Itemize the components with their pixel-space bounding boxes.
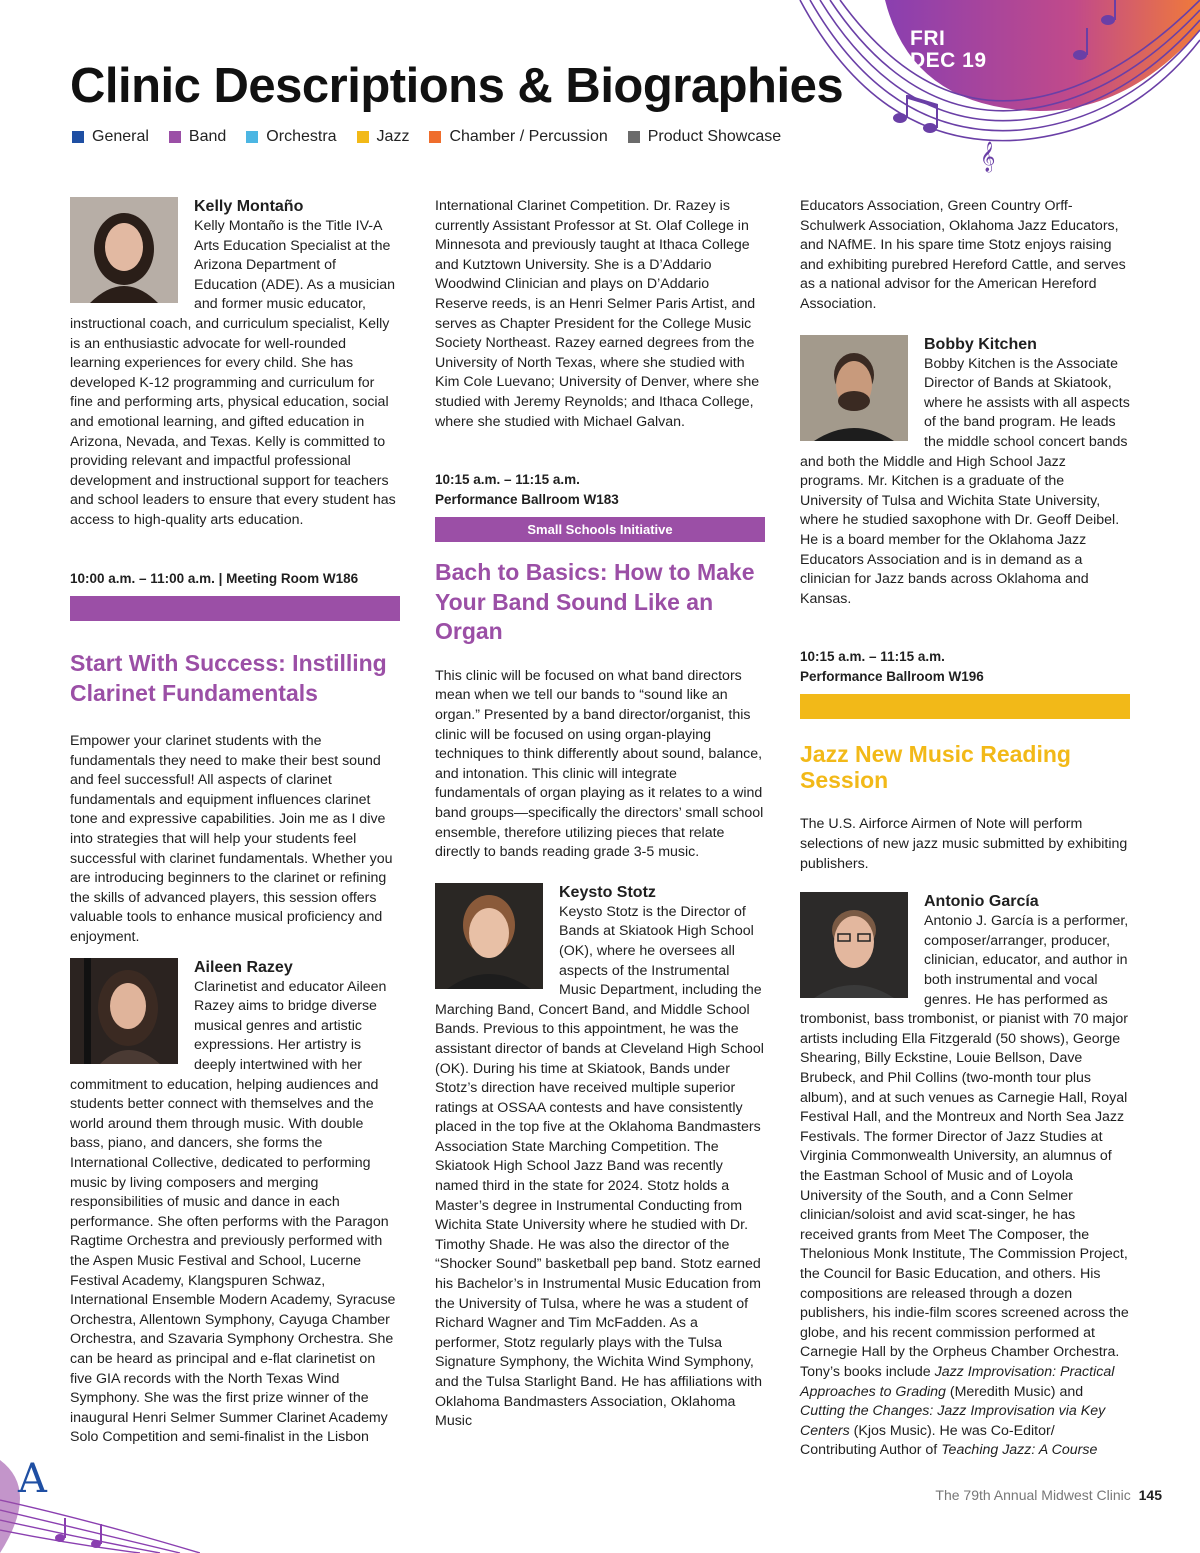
bio-name-antonio-garcia: Antonio García bbox=[924, 893, 1039, 911]
legend-item bbox=[628, 128, 781, 146]
svg-text:𝄞: 𝄞 bbox=[980, 142, 996, 172]
bio-name-aileen-razey: Aileen Razey bbox=[194, 958, 293, 976]
legend-label: Orchestra bbox=[266, 128, 337, 145]
book-title: Cutting the Changes: Jazz Improvisation via Key Centers bbox=[800, 1403, 1106, 1439]
legend-item bbox=[169, 128, 226, 146]
portrait-bobby-kitchen bbox=[800, 335, 908, 441]
portrait-aileen-razey bbox=[70, 958, 178, 1064]
bio-name-bobby-kitchen: Bobby Kitchen bbox=[924, 335, 1037, 353]
legend-swatch bbox=[169, 131, 181, 143]
small-schools-tag: Small Schools Initiative bbox=[435, 517, 765, 542]
footer-text: The 79th Annual Midwest Clinic bbox=[935, 1487, 1131, 1503]
portrait-keysto-stotz bbox=[435, 883, 543, 989]
legend-item bbox=[246, 128, 336, 146]
legend-label: General bbox=[92, 128, 149, 145]
session-title-clarinet: Start With Success: Instilling Clarinet Fundamentals bbox=[70, 650, 387, 706]
portrait-kelly-montano bbox=[70, 197, 178, 303]
legend-swatch bbox=[357, 131, 369, 143]
bio-text-part: Antonio J. García is a performer, composer/arranger, producer, clinician, educator, and author in both instrumental and vocal genres. He has performed as trombonist, bass trombonist, or pianist with 70 major artists including Ella Fitzgerald (50 shows), George Shearing, Billy Eckstine, Louie Bellson, Dave Brubeck, and Phil Collins (two-month tour plus album), and at such venues as Carnegie Hall, Royal Festival Hall, and the Montreux and North Sea Jazz Festivals. The former Director of Jazz Studies at Virginia Commonwealth University, an alumnus of the Eastman School of Music and of Loyola University of the South, and a Conn Selmer clinician/soloist and avid scat-singer, he has received grants from Meet The Composer, the Thelonious Monk Institute, The Commission Project, the Council for Basic Education, and others. His compositions are released through a dozen publishers, his indie-film scores screened across the globe, and his recent commission performed at Carnegie Hall by the Orpheus Chamber Orchestra. Tony’s books include bbox=[800, 913, 1129, 1380]
session-time-jazz: 10:15 a.m. – 11:15 a.m. bbox=[800, 649, 945, 665]
bio-text-keysto-stotz-cont: Educators Association, Green Country Orff-Schulwerk Association, Oklahoma Jazz Educators, and NAfME. In his spare time Stotz enjoys raising and exhibiting purebred Hereford Cattle, and serves as a national advisor for the American Hereford Association. bbox=[800, 198, 1126, 312]
book-title: Teaching Jazz: A Course bbox=[941, 1442, 1098, 1459]
session-room-jazz: Performance Ballroom W196 bbox=[800, 668, 984, 684]
bio-text-kelly-montano: Kelly Montaño is the Title IV-A Arts Education Specialist at the Arizona Department of Education (ADE). As a musician and former music educator, instructional coach, and curriculum specialist, Kelly is an enthusiastic advocate for well-rounded learning experiences for every child. She has developed K-12 programming and curriculum for fine and performing arts, physical education, social and emotional learning, and gifted education in Arizona, Nevada, and Texas. Kelly is committed to providing relevant and impactful professional development and instructional support for teachers and school leaders to ensure that every student has access to high-quality arts education. bbox=[70, 218, 396, 528]
date-day: FRI bbox=[910, 27, 946, 50]
svg-text:A: A bbox=[18, 1456, 47, 1502]
music-staff-decoration bbox=[790, 0, 1200, 180]
bio-text-part: (Meredith Music) and bbox=[945, 1383, 1084, 1400]
book-title: Jazz Improvisation: Practical Approaches to Grading bbox=[800, 1363, 1115, 1400]
legend-item bbox=[357, 128, 410, 146]
session-desc-clarinet: Empower your clarinet students with the fundamentals they need to make their best sound and feel successful! All aspects of clarinet fundamentals and equipment influences clarinet tone and expressive capabilities. Join me as I dive into strategies that will help your students feel successful with clarinet fundamentals. Whether you are introducing beginners to the clarinet or refining the skills of advanced players, this session offers valuable tools to enhance musical proficiency and enjoyment. bbox=[70, 733, 393, 946]
session-desc-bach: This clinic will be focused on what band directors mean when we tell our bands to “sound like an organ.” Presented by a band director/organist, this clinic will be focused on using organ-playing techniques to think differently about sound, balance, and intonation. This clinic will integrate fundamentals of organ playing as it relates to a wind band groups—specifically the directors’ small school ensemble, therefore utilizing pieces that relate directly to bands reading grade 3-5 music. bbox=[435, 667, 764, 861]
date-month-day: DEC 19 bbox=[910, 49, 987, 72]
legend-item bbox=[429, 128, 607, 146]
band-category-bar bbox=[70, 596, 400, 621]
music-note-decoration bbox=[0, 1440, 200, 1553]
session-title-jazz: Jazz New Music Reading Session bbox=[800, 741, 1071, 794]
session-desc-jazz: The U.S. Airforce Airmen of Note will perform selections of new jazz music submitted by exhibiting publishers. bbox=[800, 816, 1128, 872]
bio-text-aileen-razey-cont: International Clarinet Competition. Dr. Razey is currently Assistant Professor at St. Olaf College in Minnesota and previously taught at Ithaca College and Kutztown University. She is a D’Addario Woodwind Clinician and plays on D’Addario Reserve reeds, is an Henri Selmer Paris Artist, and serves as Chapter President for the College Music Society Northeast. Razey earned degrees from the University of North Texas, where she studied with Kim Cole Luevano; University of Denver, where she studied with Jeremy Reynolds; and Ithaca College, where she studied with Michael Galvan. bbox=[435, 198, 760, 430]
page-number: 145 bbox=[1138, 1487, 1162, 1503]
bio-text-bobby-kitchen: Bobby Kitchen is the Associate Director of Bands at Skiatook, where he assists with all aspects of the band program. He leads the middle school concert bands and both the Middle and High School Jazz programs. Mr. Kitchen is a graduate of the University of Tulsa and Wichita State University, where he studied saxophone with Dr. Geoff Deibel. He is a board member for the Oklahoma Jazz Educators Association and is in demand as a clinician for Jazz bands across Oklahoma and Kansas. bbox=[800, 355, 1130, 607]
category-legend bbox=[72, 128, 781, 146]
portrait-antonio-garcia bbox=[800, 892, 908, 998]
session-room-bach: Performance Ballroom W183 bbox=[435, 491, 619, 507]
legend-item bbox=[72, 128, 149, 146]
column-3 bbox=[800, 197, 1130, 1461]
legend-label: Band bbox=[188, 128, 227, 145]
legend-label: Chamber / Percussion bbox=[449, 128, 608, 145]
jazz-category-bar bbox=[800, 694, 1130, 719]
session-meta-clarinet: 10:00 a.m. – 11:00 a.m. | Meeting Room W186 bbox=[70, 570, 359, 586]
legend-swatch bbox=[429, 131, 441, 143]
session-title-bach: Bach to Basics: How to Make Your Band Sound Like an Organ bbox=[435, 559, 755, 645]
bio-name-keysto-stotz: Keysto Stotz bbox=[559, 883, 656, 901]
legend-swatch bbox=[628, 131, 640, 143]
bio-text-aileen-razey: Clarinetist and educator Aileen Razey aims to bridge diverse musical genres and artistic expressions. Her artistry is deeply intertwined with her commitment to education, helping audiences and students better connect with themselves and the world around them through music. With double bass, piano, and dancers, she forms the International Collective, dedicated to performing music by living composers and merging responsibilities of music and dance in each performance. She often performs with the Paragon Ragtime Orchestra and previously performed with the Aspen Music Festival and School, Lucerne Festival Academy, Klangspuren Schwaz, International Ensemble Modern Academy, Syracuse Orchestra, Allentown Symphony, Cayuga Chamber Orchestra, and Szavaria Symphony Orchestra. She can be heard as principal and e-flat clarinetist on five GIA records with the North Texas Wind Symphony. She was the first prize winner of the inaugural Henri Selmer Summer Clarinet Academy Solo Competition and semi-finalist in the Lisbon bbox=[70, 978, 396, 1446]
page-title: Clinic Descriptions & Biographies bbox=[70, 59, 844, 113]
bio-text-part: (Kjos Music). He was Co-Editor/ Contributing Author of bbox=[800, 1422, 1055, 1459]
bio-text-keysto-stotz: Keysto Stotz is the Director of Bands at Skiatook High School (OK), where he oversees all aspects of the Instrumental Music Department, including the Marching Band, Concert Band, and Middle School Bands. Previous to this appointment, he was the assistant director of bands at Cleveland High School (OK). During his time at Skiatook, Bands under Stotz’s direction have received multiple superior ratings at OSSAA contests and have consistently placed in the top five at the Oklahoma Bandmasters Association State Marching Competition. The Skiatook High School Jazz Band was recently named third in the state for 2024. Stotz holds a Master’s degree in Instrumental Conducting from Wichita State University where he studied with Dr. Timothy Shade. He was also the director of the “Shocker Sound” basketball pep band. Stotz earned his Bachelor’s in Instrumental Music Education from the University of Tulsa, where he was a student of Richard Wagner and Tim McFadden. As a performer, Stotz regularly plays with the Tulsa Signature Symphony, the Wichita Wind Symphony, and the Tulsa Starlight Band. He has affiliations with Oklahoma Bandmasters Association, Oklahoma Music bbox=[435, 903, 764, 1430]
legend-label: Product Showcase bbox=[647, 128, 782, 145]
legend-swatch bbox=[72, 131, 84, 143]
bio-name-kelly-montano: Kelly Montaño bbox=[194, 198, 304, 215]
legend-swatch bbox=[246, 131, 258, 143]
legend-label: Jazz bbox=[376, 128, 410, 145]
column-2 bbox=[435, 197, 765, 1432]
column-1 bbox=[70, 197, 400, 1448]
session-time-bach: 10:15 a.m. – 11:15 a.m. bbox=[435, 472, 580, 488]
date-badge bbox=[910, 28, 987, 72]
page-footer bbox=[935, 1487, 1162, 1503]
